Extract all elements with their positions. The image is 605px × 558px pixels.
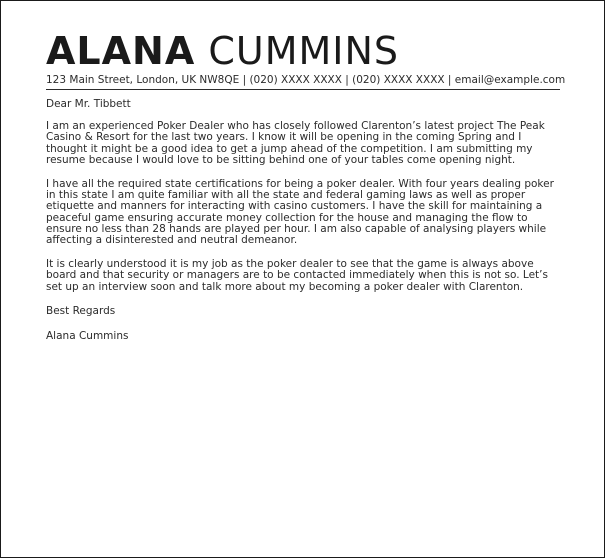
first-name: ALANA (46, 29, 196, 73)
applicant-name (46, 29, 556, 73)
signature: Alana Cummins (46, 330, 129, 343)
contact-line: 123 Main Street, London, UK NW8QE | (020) XXXX XXXX | (020) XXXX XXXX | email@example.com (46, 74, 566, 86)
letter-body (46, 99, 556, 342)
paragraph-3: It is clearly understood it is my job as the poker dealer to see that the game is always above board and that security or managers are to be contacted immediately when this is not so. Let’s set up an interview soon and talk more about my becoming a poker dealer with Clarenton. (46, 258, 548, 293)
header-divider (46, 89, 560, 90)
closing: Best Regards (46, 304, 116, 317)
paragraph-2: I have all the required state certifications for being a poker dealer. With four years dealing poker in this state I am quite familiar with all the state and federal gaming laws as well as proper etiquette and manners for interacting with casino customers. I have the skill for maintaining a peaceful game ensuring accurate money collection for the house and managing the flow to ensure no less than 28 hands are played per hour. I am also capable of analysing players while affecting a disinterested and neutral demeanor. (46, 178, 554, 247)
last-name: CUMMINS (208, 29, 400, 73)
paragraph-1: I am an experienced Poker Dealer who has closely followed Clarenton’s latest project The Peak Casino & Resort for the last two years. I know it will be opening in the coming Spring and I thought it might be a good idea to get a jump ahead of the competition. I am submitting my resume because I would love to be sitting behind one of your tables come opening night. (46, 120, 545, 166)
salutation: Dear Mr. Tibbett (46, 98, 131, 110)
cover-letter (46, 29, 566, 355)
